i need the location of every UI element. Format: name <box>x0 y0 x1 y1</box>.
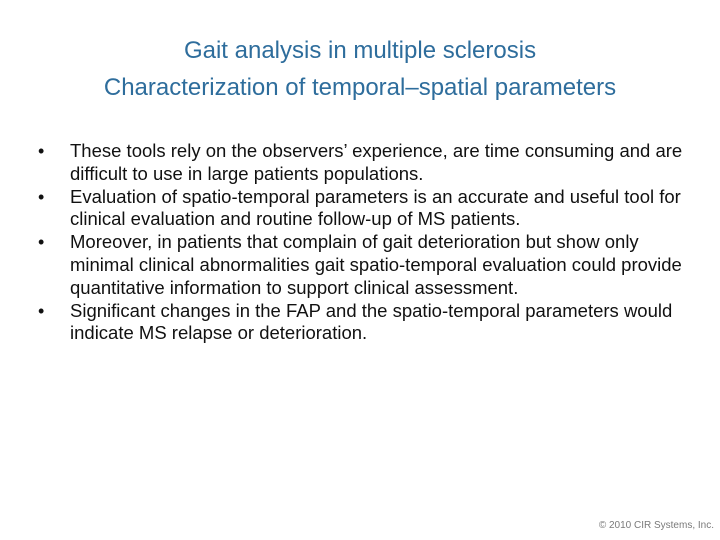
copyright-footer: © 2010 CIR Systems, Inc. <box>598 520 714 531</box>
bullet-item <box>38 140 688 186</box>
bullet-list <box>38 140 688 345</box>
slide-title-line-2: Characterization of temporal–spatial parameters <box>103 74 617 101</box>
bullet-text: Significant changes in the FAP and the spatio-temporal parameters would indicate MS relapse or deterioration. <box>70 299 673 344</box>
slide-title <box>20 32 700 106</box>
bullet-text: Evaluation of spatio-temporal parameters is an accurate and useful tool for clinical evaluation and routine follow-up of MS patients. <box>70 185 681 230</box>
bullet-dot-icon: • <box>38 186 45 207</box>
bullet-item <box>38 231 688 299</box>
bullet-text: These tools rely on the observers’ experience, are time consuming and are difficult to use in large patients populations. <box>70 140 683 184</box>
bullet-dot-icon: • <box>38 232 45 253</box>
bullet-text: Moreover, in patients that complain of gait deterioration but show only minimal clinical abnormalities gait spatio-temporal evaluation could provide quantitative information to support clinical assessment. <box>70 231 682 298</box>
bullet-dot-icon: • <box>38 141 45 161</box>
bullet-item <box>38 300 688 346</box>
slide-title-line-1: Gait analysis in multiple sclerosis <box>183 37 537 64</box>
bullet-item <box>38 186 688 232</box>
bullet-dot-icon: • <box>38 300 45 321</box>
